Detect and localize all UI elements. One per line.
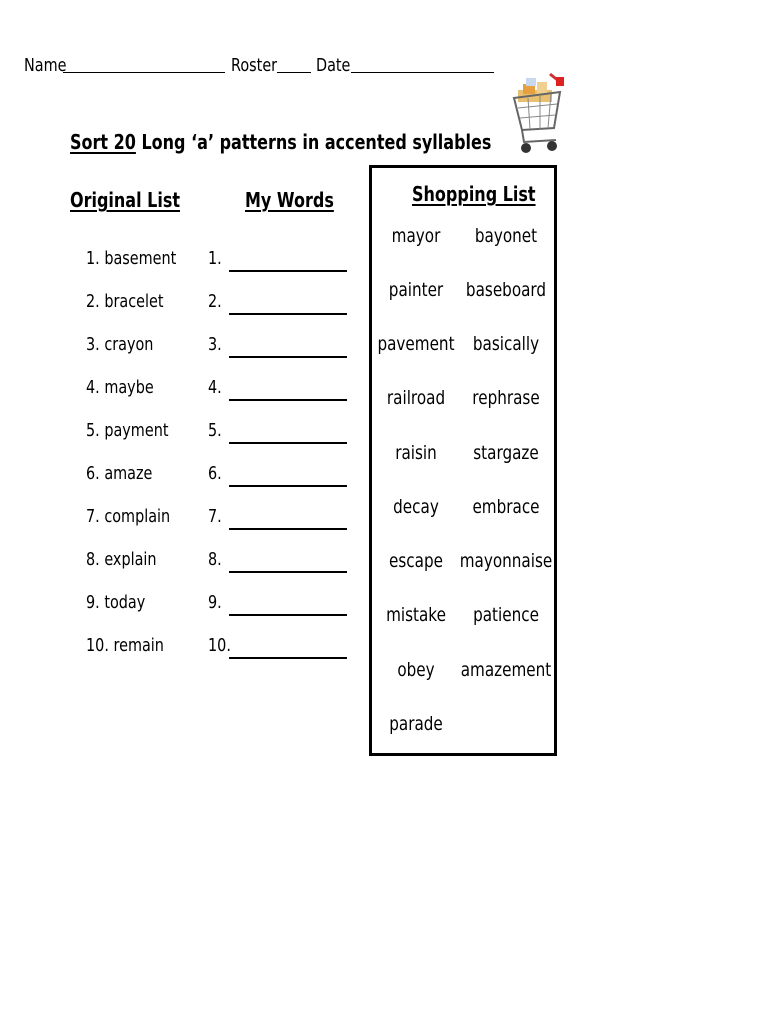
shopping-word: pavement (377, 333, 455, 355)
my-word-number: 1. (208, 248, 222, 269)
shopping-word: obey (397, 659, 435, 681)
my-word-number: 10. (208, 635, 231, 656)
my-word-blank[interactable] (229, 657, 347, 659)
shopping-list-title: Shopping List (412, 182, 536, 206)
shopping-word: raisin (395, 442, 437, 464)
list-item: 9. today (86, 592, 146, 613)
shopping-word: decay (393, 496, 439, 518)
shopping-word: rephrase (472, 387, 540, 409)
list-item: 1. basement (86, 248, 177, 269)
list-item: 5. payment (86, 420, 169, 441)
shopping-word: painter (388, 279, 444, 301)
shopping-word: mayonnaise (459, 550, 553, 572)
my-word-blank[interactable] (229, 399, 347, 401)
date-blank[interactable] (351, 72, 494, 73)
list-item: 6. amaze (86, 463, 153, 484)
list-item: 10. remain (86, 635, 164, 656)
shopping-word: embrace (472, 496, 540, 518)
my-word-number: 4. (208, 377, 222, 398)
shopping-word: patience (473, 604, 539, 626)
my-word-blank[interactable] (229, 614, 347, 616)
my-word-blank[interactable] (229, 313, 347, 315)
list-item: 4. maybe (86, 377, 154, 398)
my-word-blank[interactable] (229, 528, 347, 530)
my-word-number: 2. (208, 291, 222, 312)
shopping-word: basically (472, 333, 540, 355)
my-word-blank[interactable] (229, 571, 347, 573)
list-item: 3. crayon (86, 334, 154, 355)
my-word-blank[interactable] (229, 270, 347, 272)
shopping-word: railroad (386, 387, 446, 409)
sort-description: Long ‘a’ patterns in accented syllables (135, 130, 492, 154)
list-item: 7. complain (86, 506, 171, 527)
shopping-word: escape (389, 550, 443, 572)
list-item: 2. bracelet (86, 291, 164, 312)
name-label: Name (24, 55, 67, 76)
name-blank[interactable] (63, 72, 225, 73)
my-word-blank[interactable] (229, 356, 347, 358)
shopping-word: parade (389, 713, 443, 735)
original-list-heading: Original List (70, 188, 181, 212)
sort-number: Sort 20 (70, 130, 136, 154)
date-label: Date (316, 55, 351, 76)
shopping-cart-icon (510, 72, 566, 156)
shopping-word: stargaze (473, 442, 539, 464)
roster-label: Roster (231, 55, 278, 76)
my-word-number: 9. (208, 592, 222, 613)
my-word-number: 7. (208, 506, 222, 527)
my-word-number: 8. (208, 549, 222, 570)
shopping-word: bayonet (474, 225, 538, 247)
roster-blank[interactable] (277, 72, 311, 73)
sort-heading (70, 130, 491, 154)
my-words-heading: My Words (245, 188, 334, 212)
shopping-word: baseboard (465, 279, 547, 301)
my-word-number: 3. (208, 334, 222, 355)
my-word-number: 6. (208, 463, 222, 484)
my-word-blank[interactable] (229, 442, 347, 444)
shopping-word: mistake (386, 604, 446, 626)
my-word-number: 5. (208, 420, 222, 441)
shopping-word: amazement (460, 659, 552, 681)
my-word-blank[interactable] (229, 485, 347, 487)
list-item: 8. explain (86, 549, 157, 570)
shopping-word: mayor (391, 225, 441, 247)
